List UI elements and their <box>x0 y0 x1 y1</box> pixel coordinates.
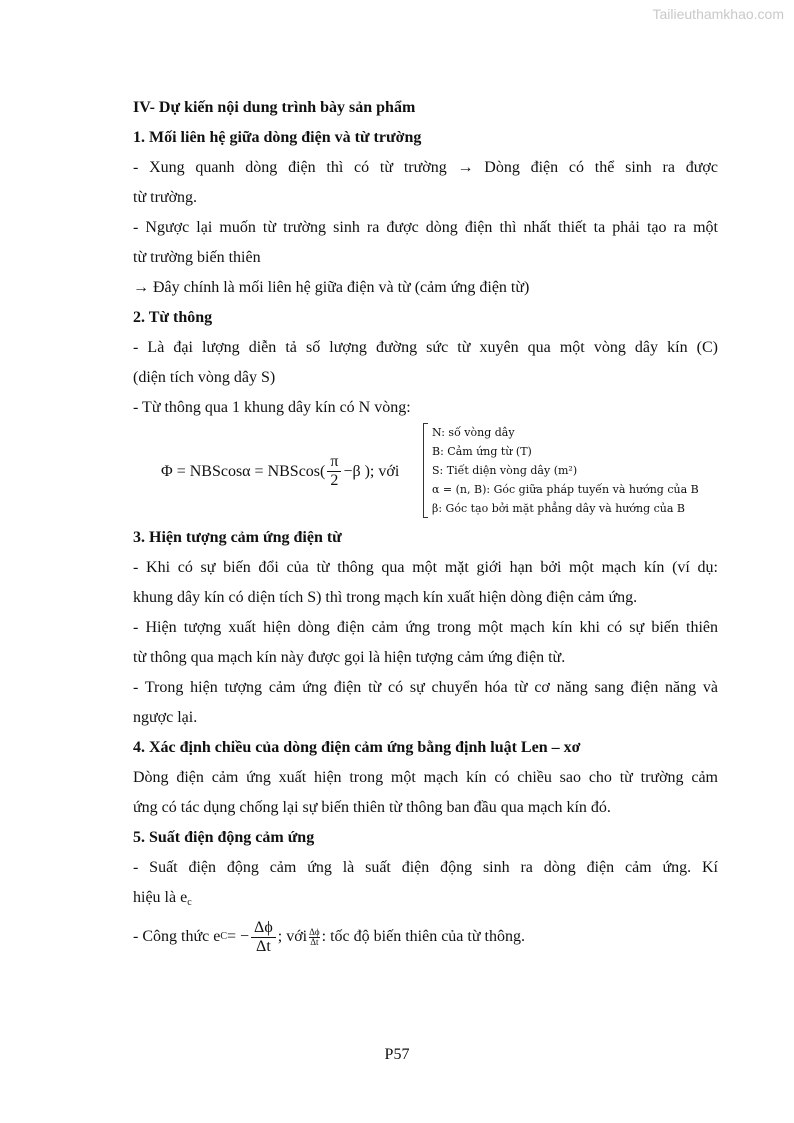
document-body <box>133 93 718 961</box>
paragraph-line: khung dây kín có diện tích S) thì trong mạch kín xuất hiện dòng điện cảm ứng. <box>133 589 638 606</box>
legend-item: α = (n, B): Góc giữa pháp tuyến và hướng của B <box>432 483 699 496</box>
paragraph-line: - Hiện tượng xuất hiện dòng điện cảm ứng trong một mạch kín khi có sự biến thiên <box>133 619 718 636</box>
legend-item: β: Góc tạo bởi mặt phẳng dây và hướng của B <box>432 502 685 515</box>
ec-subscript: c <box>187 897 192 908</box>
paragraph-line: - Suất điện động cảm ứng là suất điện động sinh ra dòng điện cảm ứng. Kí <box>133 859 718 876</box>
formula-mid: ; với <box>277 928 308 945</box>
heading-1: 1. Mối liên hệ giữa dòng điện và từ trường <box>133 129 422 146</box>
flux-equation <box>161 453 399 490</box>
heading-5: 5. Suất điện động cảm ứng <box>133 829 315 846</box>
rate-fraction <box>309 928 320 947</box>
formula-prefix: - Công thức e <box>133 928 221 945</box>
paragraph-line: từ trường biến thiên <box>133 249 261 266</box>
flux-formula <box>133 423 718 523</box>
fraction-denominator: Δt <box>310 936 319 947</box>
paragraph-line: Dòng điện cảm ứng xuất hiện trong một mạch kín có chiều sao cho từ trường cảm <box>133 769 718 786</box>
formula-subscript: C <box>220 931 227 942</box>
formula-left: Φ = NBScosα = NBScos( <box>161 462 326 480</box>
paragraph-line: từ trường. <box>133 189 198 206</box>
paragraph-line <box>133 883 718 913</box>
variable-legend <box>423 423 699 518</box>
paragraph-line: - Trong hiện tượng cảm ứng điện từ có sự chuyển hóa từ cơ năng sang điện năng và <box>133 679 718 696</box>
paragraph-line: (diện tích vòng dây S) <box>133 369 276 386</box>
fraction-numerator: Δϕ <box>309 926 320 937</box>
paragraph-line: - Xung quanh dòng điện thì có từ trường → Dòng điện có thể sinh ra được <box>133 159 718 176</box>
paragraph-line: - Từ thông qua 1 khung dây kín có N vòng: <box>133 399 411 416</box>
heading-4: 4. Xác định chiều của dòng điện cảm ứng bằng định luật Len – xơ <box>133 739 581 756</box>
fraction-denominator: 2 <box>330 472 339 489</box>
ec-text: hiệu là e <box>133 889 188 906</box>
fraction-numerator: π <box>327 453 341 472</box>
section-title: IV- Dự kiến nội dung trình bày sản phẩm <box>133 99 416 116</box>
heading-2: 2. Từ thông <box>133 309 213 326</box>
fraction-denominator: Δt <box>256 937 271 955</box>
legend-item: N: số vòng dây <box>432 426 515 439</box>
emf-fraction <box>251 919 276 956</box>
paragraph-line: ứng có tác dụng chống lại sự biến thiên từ thông ban đầu qua mạch kín đó. <box>133 799 611 816</box>
paragraph-line: từ thông qua mạch kín này được gọi là hiện tượng cảm ứng điện từ. <box>133 649 566 666</box>
formula-equals: = − <box>227 928 250 945</box>
watermark: Tailieuthamkhao.com <box>652 6 784 22</box>
paragraph-line: - Khi có sự biến đổi của từ thông qua một mặt giới hạn bởi một mạch kín (ví dụ: <box>133 559 718 576</box>
heading-3: 3. Hiện tượng cảm ứng điện từ <box>133 529 342 546</box>
formula-right: −β ); với <box>343 462 400 480</box>
paragraph-line: ngược lại. <box>133 709 198 726</box>
emf-formula <box>133 913 718 961</box>
formula-suffix: : tốc độ biến thiên của từ thông. <box>321 928 525 945</box>
pi-over-two-fraction <box>327 453 341 490</box>
paragraph-line: → Đây chính là mối liên hệ giữa điện và từ (cảm ứng điện từ) <box>133 279 530 296</box>
page-number: P57 <box>384 1046 410 1063</box>
fraction-numerator: Δϕ <box>251 919 276 938</box>
legend-item: B: Cảm ứng từ (T) <box>432 445 532 458</box>
legend-item: S: Tiết diện vòng dây (m²) <box>432 464 578 477</box>
paragraph-line: - Là đại lượng diễn tả số lượng đường sức từ xuyên qua một vòng dây kín (C) <box>133 339 718 356</box>
paragraph-line: - Ngược lại muốn từ trường sinh ra được dòng điện thì nhất thiết ta phải tạo ra một <box>133 219 718 236</box>
